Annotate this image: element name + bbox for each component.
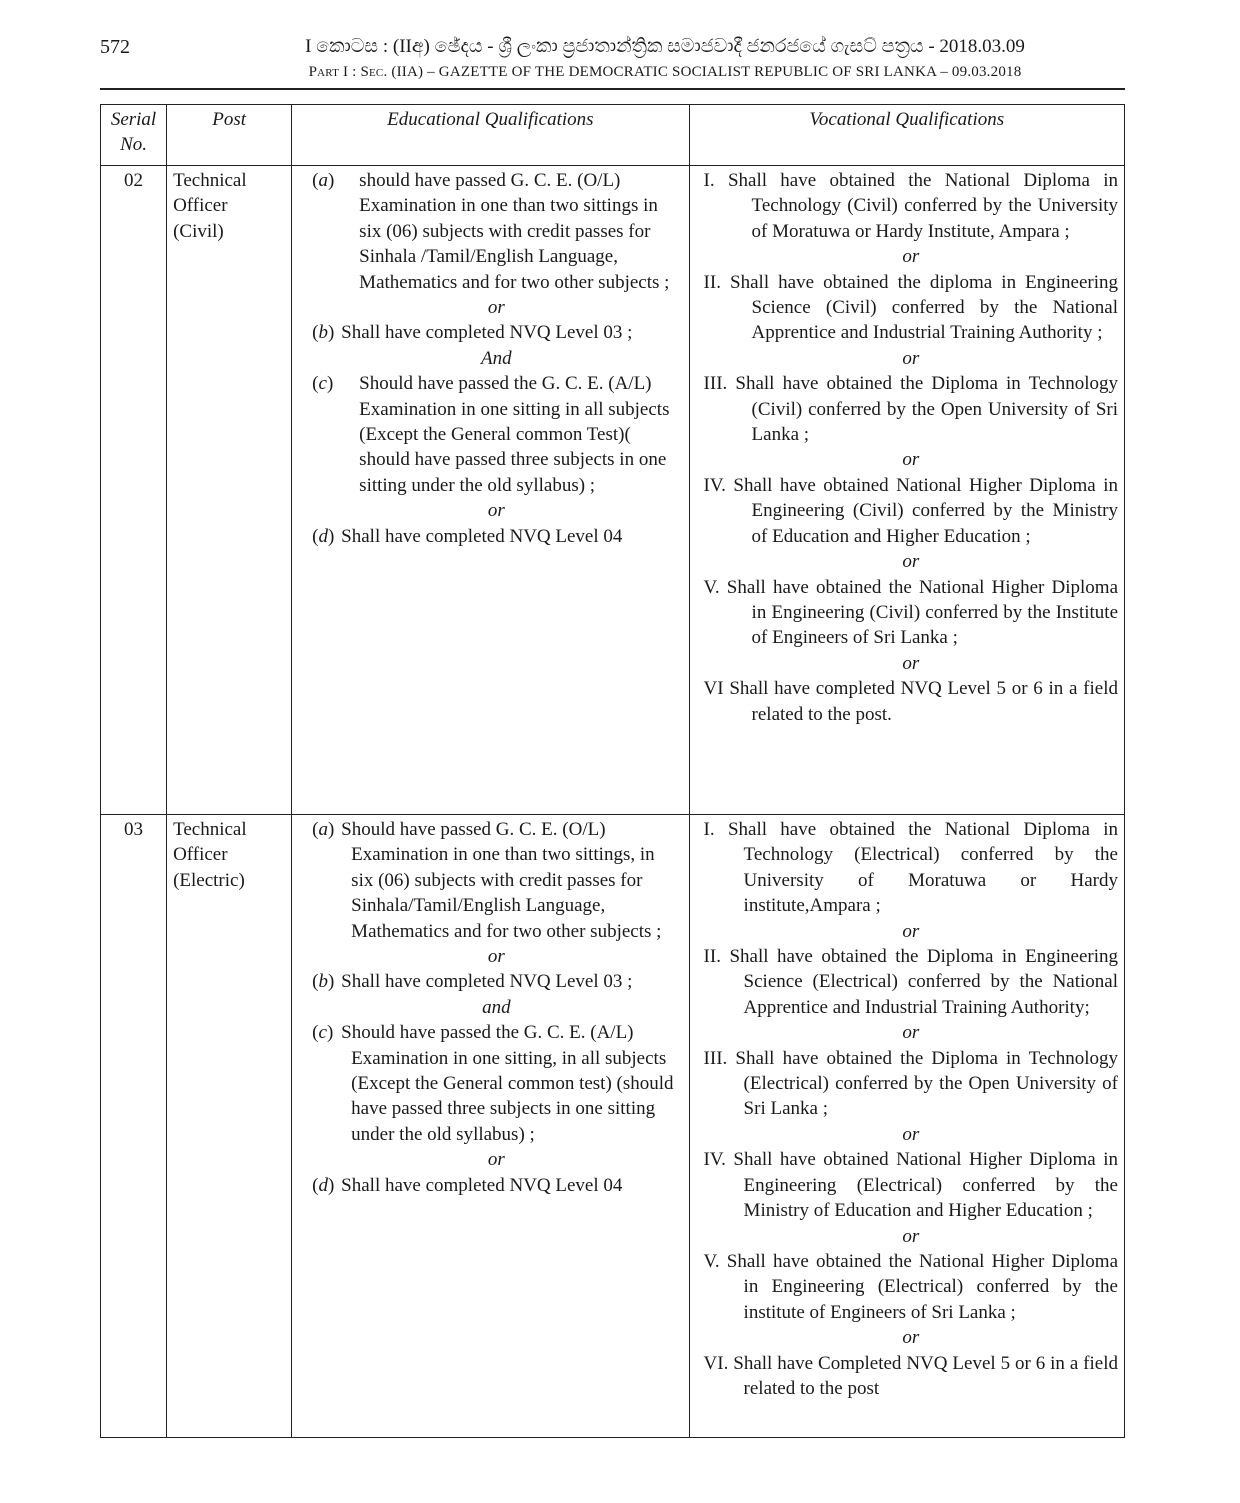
item-label: (a) bbox=[312, 819, 335, 840]
item-numeral: I. bbox=[703, 819, 715, 840]
vocational-item bbox=[704, 168, 1118, 244]
item-numeral: II. bbox=[703, 946, 721, 968]
vocational-item bbox=[704, 371, 1118, 447]
vocational-item bbox=[704, 1351, 1118, 1402]
item-text: Shall have obtained the National Higher Diploma in Engineering (Electrical) conferred by the institute of Engineers of Sri Lanka ; bbox=[726, 1250, 1119, 1323]
item-letter: d bbox=[318, 525, 328, 547]
item-label: (d) bbox=[312, 1174, 335, 1196]
post-cell bbox=[167, 815, 292, 1438]
gazette-header-sinhala: I කොටස : (IIඅ) ඡේදය - ශ්‍රී ලංකා ප්‍රජාතාන්ත්‍රික සමාජවාදී ජනරජයේ ගැසට් පත්‍රය - 2018.03.09 bbox=[305, 36, 1025, 57]
separator-text: or bbox=[902, 246, 920, 268]
item-text: Shall have obtained the Diploma in Engineering Science (Electrical) conferred by the National Apprentice and Industrial Training Authority; bbox=[729, 946, 1119, 1018]
item-text: Shall have completed NVQ Level 03 ; bbox=[341, 322, 633, 344]
vocational-qualifications-cell bbox=[689, 815, 1124, 1438]
item-numeral: I. bbox=[703, 170, 715, 191]
vocational-item bbox=[704, 575, 1118, 651]
educational-qualifications-cell bbox=[292, 166, 689, 815]
serial-number-cell: 03 bbox=[101, 815, 167, 1438]
item-text: Shall have obtained the National Diploma in Technology (Civil) conferred by the University of Moratuwa or Hardy Institute, Ampara ; bbox=[727, 170, 1118, 242]
separator-text: or bbox=[902, 1327, 920, 1349]
educational-item bbox=[312, 969, 680, 994]
educational-item bbox=[312, 320, 680, 345]
educational-qualifications-cell bbox=[292, 815, 689, 1438]
item-text: Shall have completed NVQ Level 5 or 6 in a field related to the post. bbox=[729, 678, 1118, 725]
item-letter: c bbox=[318, 373, 327, 395]
item-numeral: V. bbox=[703, 576, 720, 598]
item-text: Shall have obtained National Higher Diploma in Engineering (Civil) conferred by the Ministry of Education and Higher Education ; bbox=[733, 474, 1118, 547]
separator-text: or bbox=[487, 500, 505, 522]
separator-text: or bbox=[902, 1123, 920, 1145]
vocational-item bbox=[704, 944, 1118, 1020]
vocational-item bbox=[704, 270, 1118, 346]
item-label: (b) bbox=[312, 971, 335, 993]
item-label: (a) bbox=[312, 170, 335, 191]
item-letter: b bbox=[318, 322, 328, 344]
item-numeral: IV. bbox=[703, 1149, 726, 1171]
separator-text: or bbox=[902, 449, 920, 471]
item-text: Shall have obtained the Diploma in Technology (Electrical) conferred by the Open University of Sri Lanka ; bbox=[735, 1047, 1118, 1120]
table-row bbox=[101, 815, 1125, 1438]
vocational-item bbox=[704, 1147, 1118, 1223]
item-letter: d bbox=[318, 1174, 328, 1196]
separator-text: or bbox=[902, 1022, 920, 1044]
educational-item bbox=[312, 817, 680, 944]
educational-item bbox=[312, 1020, 680, 1147]
item-text: Should have passed the G. C. E. (A/L) Examination in one sitting in all subjects (Except the General common Test)( should have passed three subjects in one sitting under the old syllabus) ; bbox=[359, 373, 670, 496]
header-rule bbox=[100, 88, 1125, 90]
item-text: Shall have completed NVQ Level 03 ; bbox=[341, 971, 633, 993]
item-text: Shall have obtained the National Diploma in Technology (Electrical) conferred by the University of Moratuwa or Hardy institute,Ampara ; bbox=[727, 819, 1118, 917]
separator-text: or bbox=[902, 347, 920, 369]
educational-item bbox=[312, 371, 680, 498]
separator-text: or bbox=[487, 297, 505, 319]
item-numeral: VI bbox=[703, 678, 724, 700]
page-number: 572 bbox=[100, 36, 130, 58]
separator-text: or bbox=[902, 920, 920, 942]
item-numeral: III. bbox=[703, 1047, 728, 1069]
item-text: Should have passed the G. C. E. (A/L) Examination in one sitting, in all subjects (Except the General common test) (should have passed three subjects in one sitting under the old syllabus) ; bbox=[341, 1022, 674, 1145]
separator-text: or bbox=[902, 551, 920, 573]
column-header-post: Post bbox=[167, 105, 292, 166]
post-title: Technical Officer (Electric) bbox=[173, 819, 247, 891]
educational-item bbox=[312, 168, 680, 295]
item-text: Shall have completed NVQ Level 04 bbox=[341, 525, 623, 547]
separator-text: or bbox=[487, 946, 505, 968]
item-numeral: VI. bbox=[703, 1352, 729, 1374]
vocational-item bbox=[704, 473, 1118, 549]
item-numeral: IV. bbox=[703, 474, 726, 496]
post-cell bbox=[167, 166, 292, 815]
gazette-header-english: Part I : Sec. (IIA) – GAZETTE OF THE DEMOCRATIC SOCIALIST REPUBLIC OF SRI LANKA – 09.03.2018 bbox=[308, 64, 1022, 80]
item-text: should have passed G. C. E. (O/L) Examination in one than two sittings in six (06) subjects with credit passes for Sinhala /Tamil/English Language, Mathematics and for two other subjects ; bbox=[359, 170, 670, 293]
vocational-item bbox=[704, 676, 1118, 727]
item-text: Shall have obtained National Higher Diploma in Engineering (Electrical) conferred by the Ministry of Education and Higher Education ; bbox=[733, 1149, 1118, 1222]
serial-number-cell: 02 bbox=[101, 166, 167, 815]
educational-item bbox=[312, 1173, 680, 1198]
item-letter: c bbox=[318, 1022, 327, 1044]
vocational-item bbox=[704, 1046, 1118, 1122]
column-header-serial: Serial No. bbox=[101, 105, 167, 166]
vocational-item bbox=[704, 817, 1118, 919]
separator-text: And bbox=[481, 347, 512, 369]
post-title: Technical Officer (Civil) bbox=[173, 170, 247, 242]
item-numeral: V. bbox=[703, 1250, 720, 1272]
qualifications-table bbox=[100, 104, 1125, 1438]
separator-text: or bbox=[902, 1225, 920, 1247]
table-row bbox=[101, 166, 1125, 815]
item-label: (d) bbox=[312, 525, 335, 547]
item-label: (c) bbox=[312, 1022, 334, 1044]
table-header-row bbox=[101, 105, 1125, 166]
separator-text: or bbox=[487, 1149, 505, 1171]
separator-text: and bbox=[482, 996, 511, 1018]
item-text: Shall have obtained the Diploma in Technology (Civil) conferred by the Open University of Sri Lanka ; bbox=[735, 373, 1118, 446]
column-header-vocational: Vocational Qualifications bbox=[689, 105, 1124, 166]
item-letter: a bbox=[318, 819, 328, 840]
item-numeral: II. bbox=[703, 271, 721, 293]
item-text: Should have passed G. C. E. (O/L) Examination in one than two sittings, in six (06) subjects with credit passes for Sinhala/Tamil/English Language, Mathematics and for two other subjects ; bbox=[341, 819, 662, 942]
item-numeral: III. bbox=[703, 373, 728, 395]
item-text: Shall have obtained the National Higher Diploma in Engineering (Civil) conferred by the Institute of Engineers of Sri Lanka ; bbox=[726, 576, 1119, 649]
item-text: Shall have Completed NVQ Level 5 or 6 in a field related to the post bbox=[733, 1352, 1118, 1399]
item-text: Shall have completed NVQ Level 04 bbox=[341, 1174, 623, 1196]
item-text: Shall have obtained the diploma in Engineering Science (Civil) conferred by the National Apprentice and Industrial Training Authority ; bbox=[730, 271, 1119, 344]
educational-item bbox=[312, 524, 680, 549]
vocational-item bbox=[704, 1249, 1118, 1325]
vocational-qualifications-cell bbox=[689, 166, 1124, 815]
separator-text: or bbox=[902, 652, 920, 674]
item-letter: b bbox=[318, 971, 328, 993]
item-letter: a bbox=[318, 170, 328, 191]
item-label: (b) bbox=[312, 322, 335, 344]
column-header-educational: Educational Qualifications bbox=[292, 105, 689, 166]
item-label: (c) bbox=[312, 373, 334, 395]
